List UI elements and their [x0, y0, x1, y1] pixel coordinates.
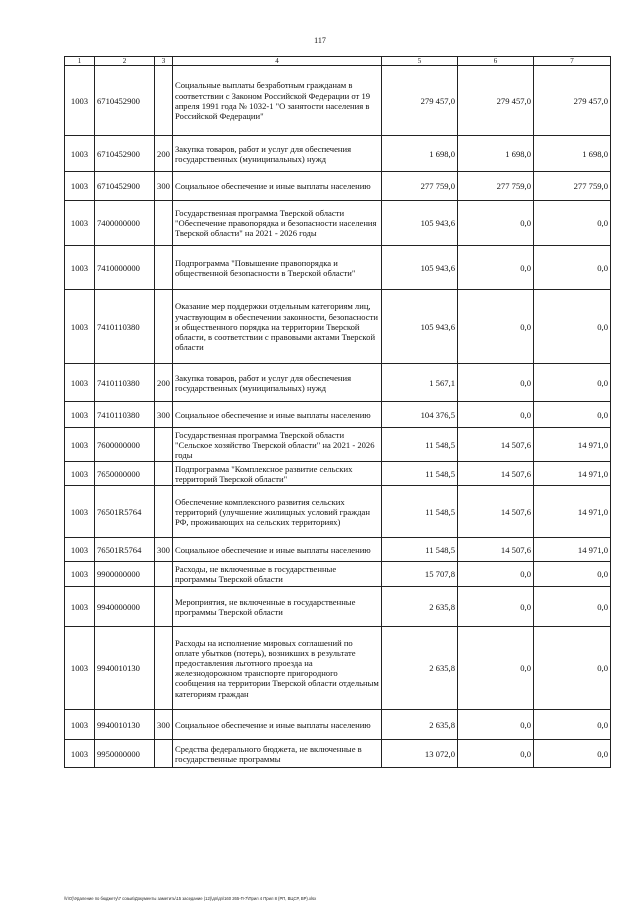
- amount-col-7: 14 971,0: [534, 462, 611, 486]
- amount-col-6: 0,0: [458, 627, 534, 710]
- item-name: Обеспечение комплексного развития сельских территорий (улучшение жилищных условий граждан РФ, проживающих на сельских территориях): [173, 486, 382, 538]
- amount-col-6: 14 507,6: [458, 462, 534, 486]
- amount-col-7: 14 971,0: [534, 428, 611, 462]
- item-name: Подпрограмма "Комплексное развитие сельских территорий Тверской области": [173, 462, 382, 486]
- target-article-code: 9900000000: [95, 562, 155, 587]
- amount-col-5: 11 548,5: [382, 538, 458, 562]
- item-name: Социальное обеспечение и иные выплаты населению: [173, 538, 382, 562]
- expense-type-code: [155, 290, 173, 364]
- target-article-code: 9940010130: [95, 627, 155, 710]
- table-row: [65, 290, 611, 364]
- item-name: Мероприятия, не включенные в государственные программы Тверской области: [173, 587, 382, 627]
- expense-type-code: [155, 740, 173, 768]
- header-cell: 6: [458, 57, 534, 66]
- expense-type-code: 300: [155, 710, 173, 740]
- item-name: Социальное обеспечение и иные выплаты населению: [173, 402, 382, 428]
- header-cell: 7: [534, 57, 611, 66]
- item-name: Средства федерального бюджета, не включенные в государственные программы: [173, 740, 382, 768]
- amount-col-7: 14 971,0: [534, 486, 611, 538]
- amount-col-5: 11 548,5: [382, 462, 458, 486]
- table-row: [65, 172, 611, 201]
- section-code: 1003: [65, 562, 95, 587]
- item-name: Социальные выплаты безработным гражданам в соответствии с Законом Российской Федерации от 19 апреля 1991 года № 1032-1 "О занятости населения в Российской Федерации": [173, 66, 382, 136]
- table-row: [65, 428, 611, 462]
- item-name: Подпрограмма "Повышение правопорядка и общественной безопасности в Тверской области": [173, 246, 382, 290]
- expense-type-code: 300: [155, 538, 173, 562]
- amount-col-6: 0,0: [458, 740, 534, 768]
- amount-col-6: 0,0: [458, 364, 534, 402]
- table-row: [65, 364, 611, 402]
- item-name: Социальное обеспечение и иные выплаты населению: [173, 172, 382, 201]
- amount-col-7: 0,0: [534, 290, 611, 364]
- expense-type-code: [155, 486, 173, 538]
- header-cell: 5: [382, 57, 458, 66]
- page-number: 117: [314, 36, 326, 45]
- item-name: Закупка товаров, работ и услуг для обеспечения государственных (муниципальных) нужд: [173, 136, 382, 172]
- section-code: 1003: [65, 246, 95, 290]
- section-code: 1003: [65, 587, 95, 627]
- table-row: [65, 587, 611, 627]
- amount-col-5: 279 457,0: [382, 66, 458, 136]
- table-row: [65, 562, 611, 587]
- amount-col-7: 0,0: [534, 562, 611, 587]
- amount-col-6: 0,0: [458, 710, 534, 740]
- target-article-code: 9940000000: [95, 587, 155, 627]
- amount-col-5: 13 072,0: [382, 740, 458, 768]
- amount-col-5: 2 635,8: [382, 587, 458, 627]
- section-code: 1003: [65, 486, 95, 538]
- section-code: 1003: [65, 428, 95, 462]
- section-code: 1003: [65, 201, 95, 246]
- expense-type-code: [155, 428, 173, 462]
- amount-col-7: 277 759,0: [534, 172, 611, 201]
- table-row: [65, 627, 611, 710]
- table-row: [65, 66, 611, 136]
- section-code: 1003: [65, 710, 95, 740]
- header-cell: 2: [95, 57, 155, 66]
- amount-col-5: 1 698,0: [382, 136, 458, 172]
- table-row: [65, 486, 611, 538]
- file-path-footer: \\r\O)\Удаление по бюджету\7 созыв\Документы заметить\15 заседание (12)\дп\дп\160 265-П-7\Прил 4 Прил 8 (РП, ВЦСР, ВР).xlsx: [64, 896, 317, 901]
- expense-type-code: [155, 66, 173, 136]
- expense-type-code: [155, 462, 173, 486]
- target-article-code: 76501R5764: [95, 538, 155, 562]
- amount-col-6: 1 698,0: [458, 136, 534, 172]
- item-name: Расходы на исполнение мировых соглашений по оплате убытков (потерь), возникших в результате предоставления льготного проезда на железнодорожном транспорте пригородного сообщения на территории Тверской области отдельным категориям граждан: [173, 627, 382, 710]
- amount-col-7: 0,0: [534, 740, 611, 768]
- amount-col-7: 279 457,0: [534, 66, 611, 136]
- target-article-code: 7410110380: [95, 402, 155, 428]
- target-article-code: 6710452900: [95, 136, 155, 172]
- item-name: Расходы, не включенные в государственные программы Тверской области: [173, 562, 382, 587]
- target-article-code: 7410110380: [95, 290, 155, 364]
- table-row: [65, 246, 611, 290]
- target-article-code: 9940010130: [95, 710, 155, 740]
- amount-col-5: 105 943,6: [382, 290, 458, 364]
- amount-col-7: 0,0: [534, 587, 611, 627]
- table-row: [65, 402, 611, 428]
- amount-col-6: 0,0: [458, 587, 534, 627]
- table-row: [65, 462, 611, 486]
- amount-col-6: 14 507,6: [458, 538, 534, 562]
- target-article-code: 6710452900: [95, 66, 155, 136]
- amount-col-5: 11 548,5: [382, 428, 458, 462]
- target-article-code: 76501R5764: [95, 486, 155, 538]
- item-name: Оказание мер поддержки отдельным категориям лиц, участвующим в обеспечении законности, безопасности и общественного порядка на территории Тверской области, в соответствии с правовыми актами Тверской области: [173, 290, 382, 364]
- amount-col-5: 104 376,5: [382, 402, 458, 428]
- amount-col-7: 14 971,0: [534, 538, 611, 562]
- table-row: [65, 538, 611, 562]
- budget-table: [64, 56, 611, 768]
- amount-col-7: 0,0: [534, 627, 611, 710]
- table-row: [65, 201, 611, 246]
- amount-col-7: 1 698,0: [534, 136, 611, 172]
- expense-type-code: [155, 201, 173, 246]
- target-article-code: 9950000000: [95, 740, 155, 768]
- amount-col-7: 0,0: [534, 246, 611, 290]
- expense-type-code: [155, 587, 173, 627]
- target-article-code: 7600000000: [95, 428, 155, 462]
- amount-col-7: 0,0: [534, 402, 611, 428]
- expense-type-code: 200: [155, 364, 173, 402]
- amount-col-5: 2 635,8: [382, 710, 458, 740]
- target-article-code: 7400000000: [95, 201, 155, 246]
- amount-col-5: 105 943,6: [382, 246, 458, 290]
- amount-col-6: 0,0: [458, 246, 534, 290]
- amount-col-5: 277 759,0: [382, 172, 458, 201]
- amount-col-6: 0,0: [458, 402, 534, 428]
- section-code: 1003: [65, 462, 95, 486]
- amount-col-5: 15 707,8: [382, 562, 458, 587]
- item-name: Государственная программа Тверской области "Обеспечение правопорядка и безопасности населения Тверской области" на 2021 - 2026 годы: [173, 201, 382, 246]
- expense-type-code: 300: [155, 172, 173, 201]
- section-code: 1003: [65, 740, 95, 768]
- item-name: Закупка товаров, работ и услуг для обеспечения государственных (муниципальных) нужд: [173, 364, 382, 402]
- section-code: 1003: [65, 66, 95, 136]
- amount-col-7: 0,0: [534, 364, 611, 402]
- amount-col-6: 277 759,0: [458, 172, 534, 201]
- amount-col-6: 14 507,6: [458, 428, 534, 462]
- expense-type-code: 300: [155, 402, 173, 428]
- target-article-code: 7410000000: [95, 246, 155, 290]
- section-code: 1003: [65, 627, 95, 710]
- section-code: 1003: [65, 538, 95, 562]
- header-cell: 4: [173, 57, 382, 66]
- expense-type-code: [155, 562, 173, 587]
- amount-col-7: 0,0: [534, 710, 611, 740]
- expense-type-code: [155, 627, 173, 710]
- header-row: [65, 57, 611, 66]
- section-code: 1003: [65, 402, 95, 428]
- amount-col-5: 1 567,1: [382, 364, 458, 402]
- header-cell: 1: [65, 57, 95, 66]
- target-article-code: 6710452900: [95, 172, 155, 201]
- section-code: 1003: [65, 136, 95, 172]
- expense-type-code: 200: [155, 136, 173, 172]
- section-code: 1003: [65, 172, 95, 201]
- amount-col-6: 0,0: [458, 562, 534, 587]
- header-cell: 3: [155, 57, 173, 66]
- expense-type-code: [155, 246, 173, 290]
- target-article-code: 7650000000: [95, 462, 155, 486]
- table-row: [65, 740, 611, 768]
- section-code: 1003: [65, 290, 95, 364]
- amount-col-5: 2 635,8: [382, 627, 458, 710]
- amount-col-5: 105 943,6: [382, 201, 458, 246]
- amount-col-5: 11 548,5: [382, 486, 458, 538]
- amount-col-6: 14 507,6: [458, 486, 534, 538]
- table-row: [65, 136, 611, 172]
- target-article-code: 7410110380: [95, 364, 155, 402]
- amount-col-7: 0,0: [534, 201, 611, 246]
- amount-col-6: 279 457,0: [458, 66, 534, 136]
- amount-col-6: 0,0: [458, 290, 534, 364]
- section-code: 1003: [65, 364, 95, 402]
- table-row: [65, 710, 611, 740]
- amount-col-6: 0,0: [458, 201, 534, 246]
- item-name: Государственная программа Тверской области "Сельское хозяйство Тверской области" на 2021 - 2026 годы: [173, 428, 382, 462]
- item-name: Социальное обеспечение и иные выплаты населению: [173, 710, 382, 740]
